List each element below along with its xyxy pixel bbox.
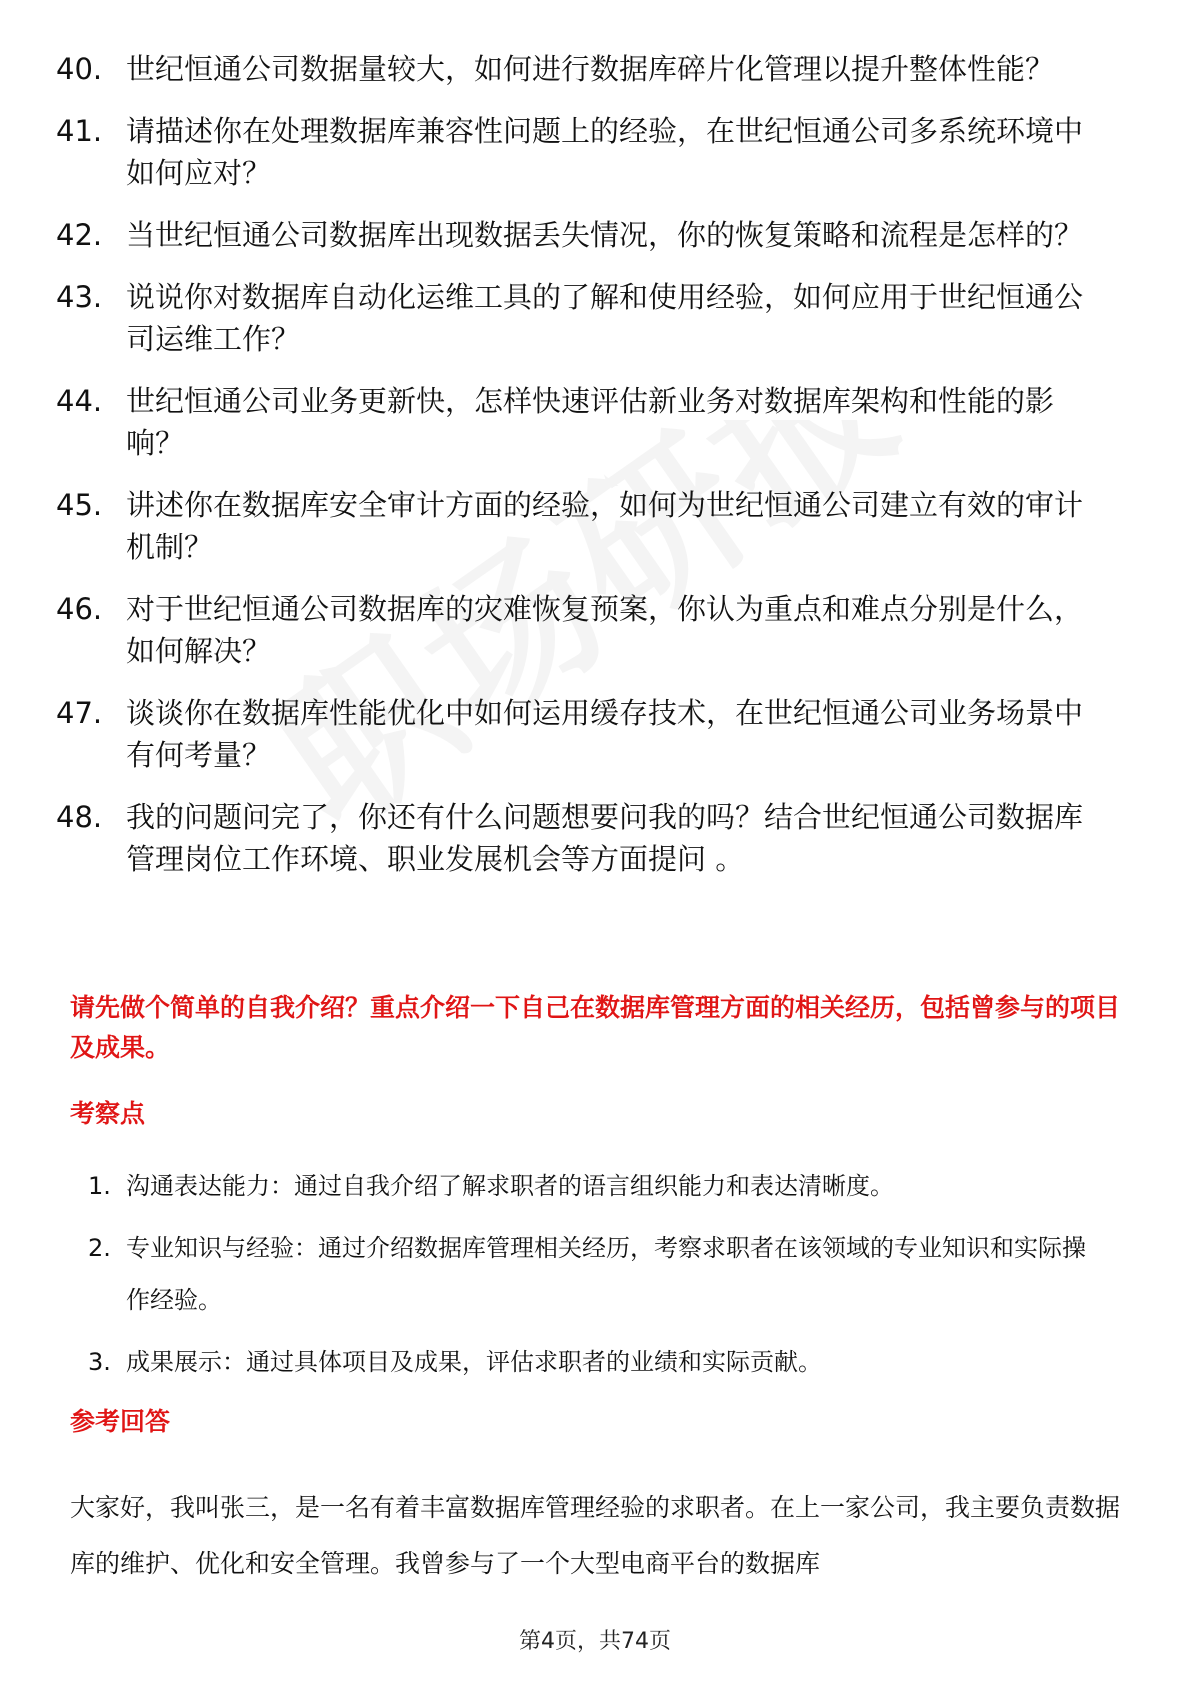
point-number: 2. [88, 1234, 111, 1262]
question-number: 46. [56, 592, 103, 626]
question-item [0, 484, 1190, 568]
point-text: 专业知识与经验：通过介绍数据库管理相关经历，考察求职者在该领域的专业知识和实际操作经验。 [126, 1234, 1086, 1314]
assessment-point [0, 1222, 1190, 1326]
point-number: 3. [88, 1348, 111, 1376]
point-text: 成果展示：通过具体项目及成果，评估求职者的业绩和实际贡献。 [126, 1348, 822, 1376]
question-item [0, 276, 1190, 360]
reference-title: 参考回答 [70, 1407, 171, 1436]
question-number: 44. [56, 384, 103, 418]
point-text: 沟通表达能力：通过自我介绍了解求职者的语言组织能力和表达清晰度。 [126, 1172, 894, 1200]
question-text: 谈谈你在数据库性能优化中如何运用缓存技术，在世纪恒通公司业务场景中有何考量？ [126, 696, 1084, 772]
question-text: 请描述你在处理数据库兼容性问题上的经验，在世纪恒通公司多系统环境中如何应对？ [126, 114, 1084, 190]
assessment-point [0, 1160, 1190, 1212]
assessment-points [0, 1160, 1190, 1398]
question-text: 说说你对数据库自动化运维工具的了解和使用经验，如何应用于世纪恒通公司运维工作？ [126, 280, 1084, 356]
question-number: 45. [56, 488, 103, 522]
question-item [0, 110, 1190, 194]
point-number: 1. [88, 1172, 111, 1200]
question-number: 43. [56, 280, 103, 314]
question-number: 48. [56, 800, 103, 834]
question-item [0, 588, 1190, 672]
question-number: 47. [56, 696, 103, 730]
question-list [0, 48, 1190, 900]
page-footer: 第4页，共74页 [519, 1629, 671, 1654]
question-item [0, 380, 1190, 464]
question-text: 世纪恒通公司数据量较大，如何进行数据库碎片化管理以提升整体性能？ [126, 52, 1055, 86]
question-text: 对于世纪恒通公司数据库的灾难恢复预案，你认为重点和难点分别是什么，如何解决？ [126, 592, 1084, 668]
reference-answer: 大家好，我叫张三，是一名有着丰富数据库管理经验的求职者。在上一家公司，我主要负责数据库的维护、优化和安全管理。我曾参与了一个大型电商平台的数据库 [70, 1493, 1121, 1578]
question-text: 我的问题问完了，你还有什么问题想要问我的吗？结合世纪恒通公司数据库管理岗位工作环境、职业发展机会等方面提问 。 [126, 800, 1084, 876]
question-item [0, 214, 1190, 256]
question-item [0, 692, 1190, 776]
assessment-point [0, 1336, 1190, 1388]
question-text: 讲述你在数据库安全审计方面的经验，如何为世纪恒通公司建立有效的审计机制？ [126, 488, 1084, 564]
question-text: 世纪恒通公司业务更新快，怎样快速评估新业务对数据库架构和性能的影响？ [126, 384, 1055, 460]
question-number: 41. [56, 114, 103, 148]
assessment-title: 考察点 [70, 1099, 146, 1128]
question-number: 42. [56, 218, 103, 252]
highlight-question: 请先做个简单的自我介绍？重点介绍一下自己在数据库管理方面的相关经历，包括曾参与的项目及成果。 [70, 993, 1121, 1062]
question-number: 40. [56, 52, 103, 86]
question-text: 当世纪恒通公司数据库出现数据丢失情况，你的恢复策略和流程是怎样的？ [126, 218, 1084, 252]
question-item [0, 796, 1190, 880]
question-item [0, 48, 1190, 90]
